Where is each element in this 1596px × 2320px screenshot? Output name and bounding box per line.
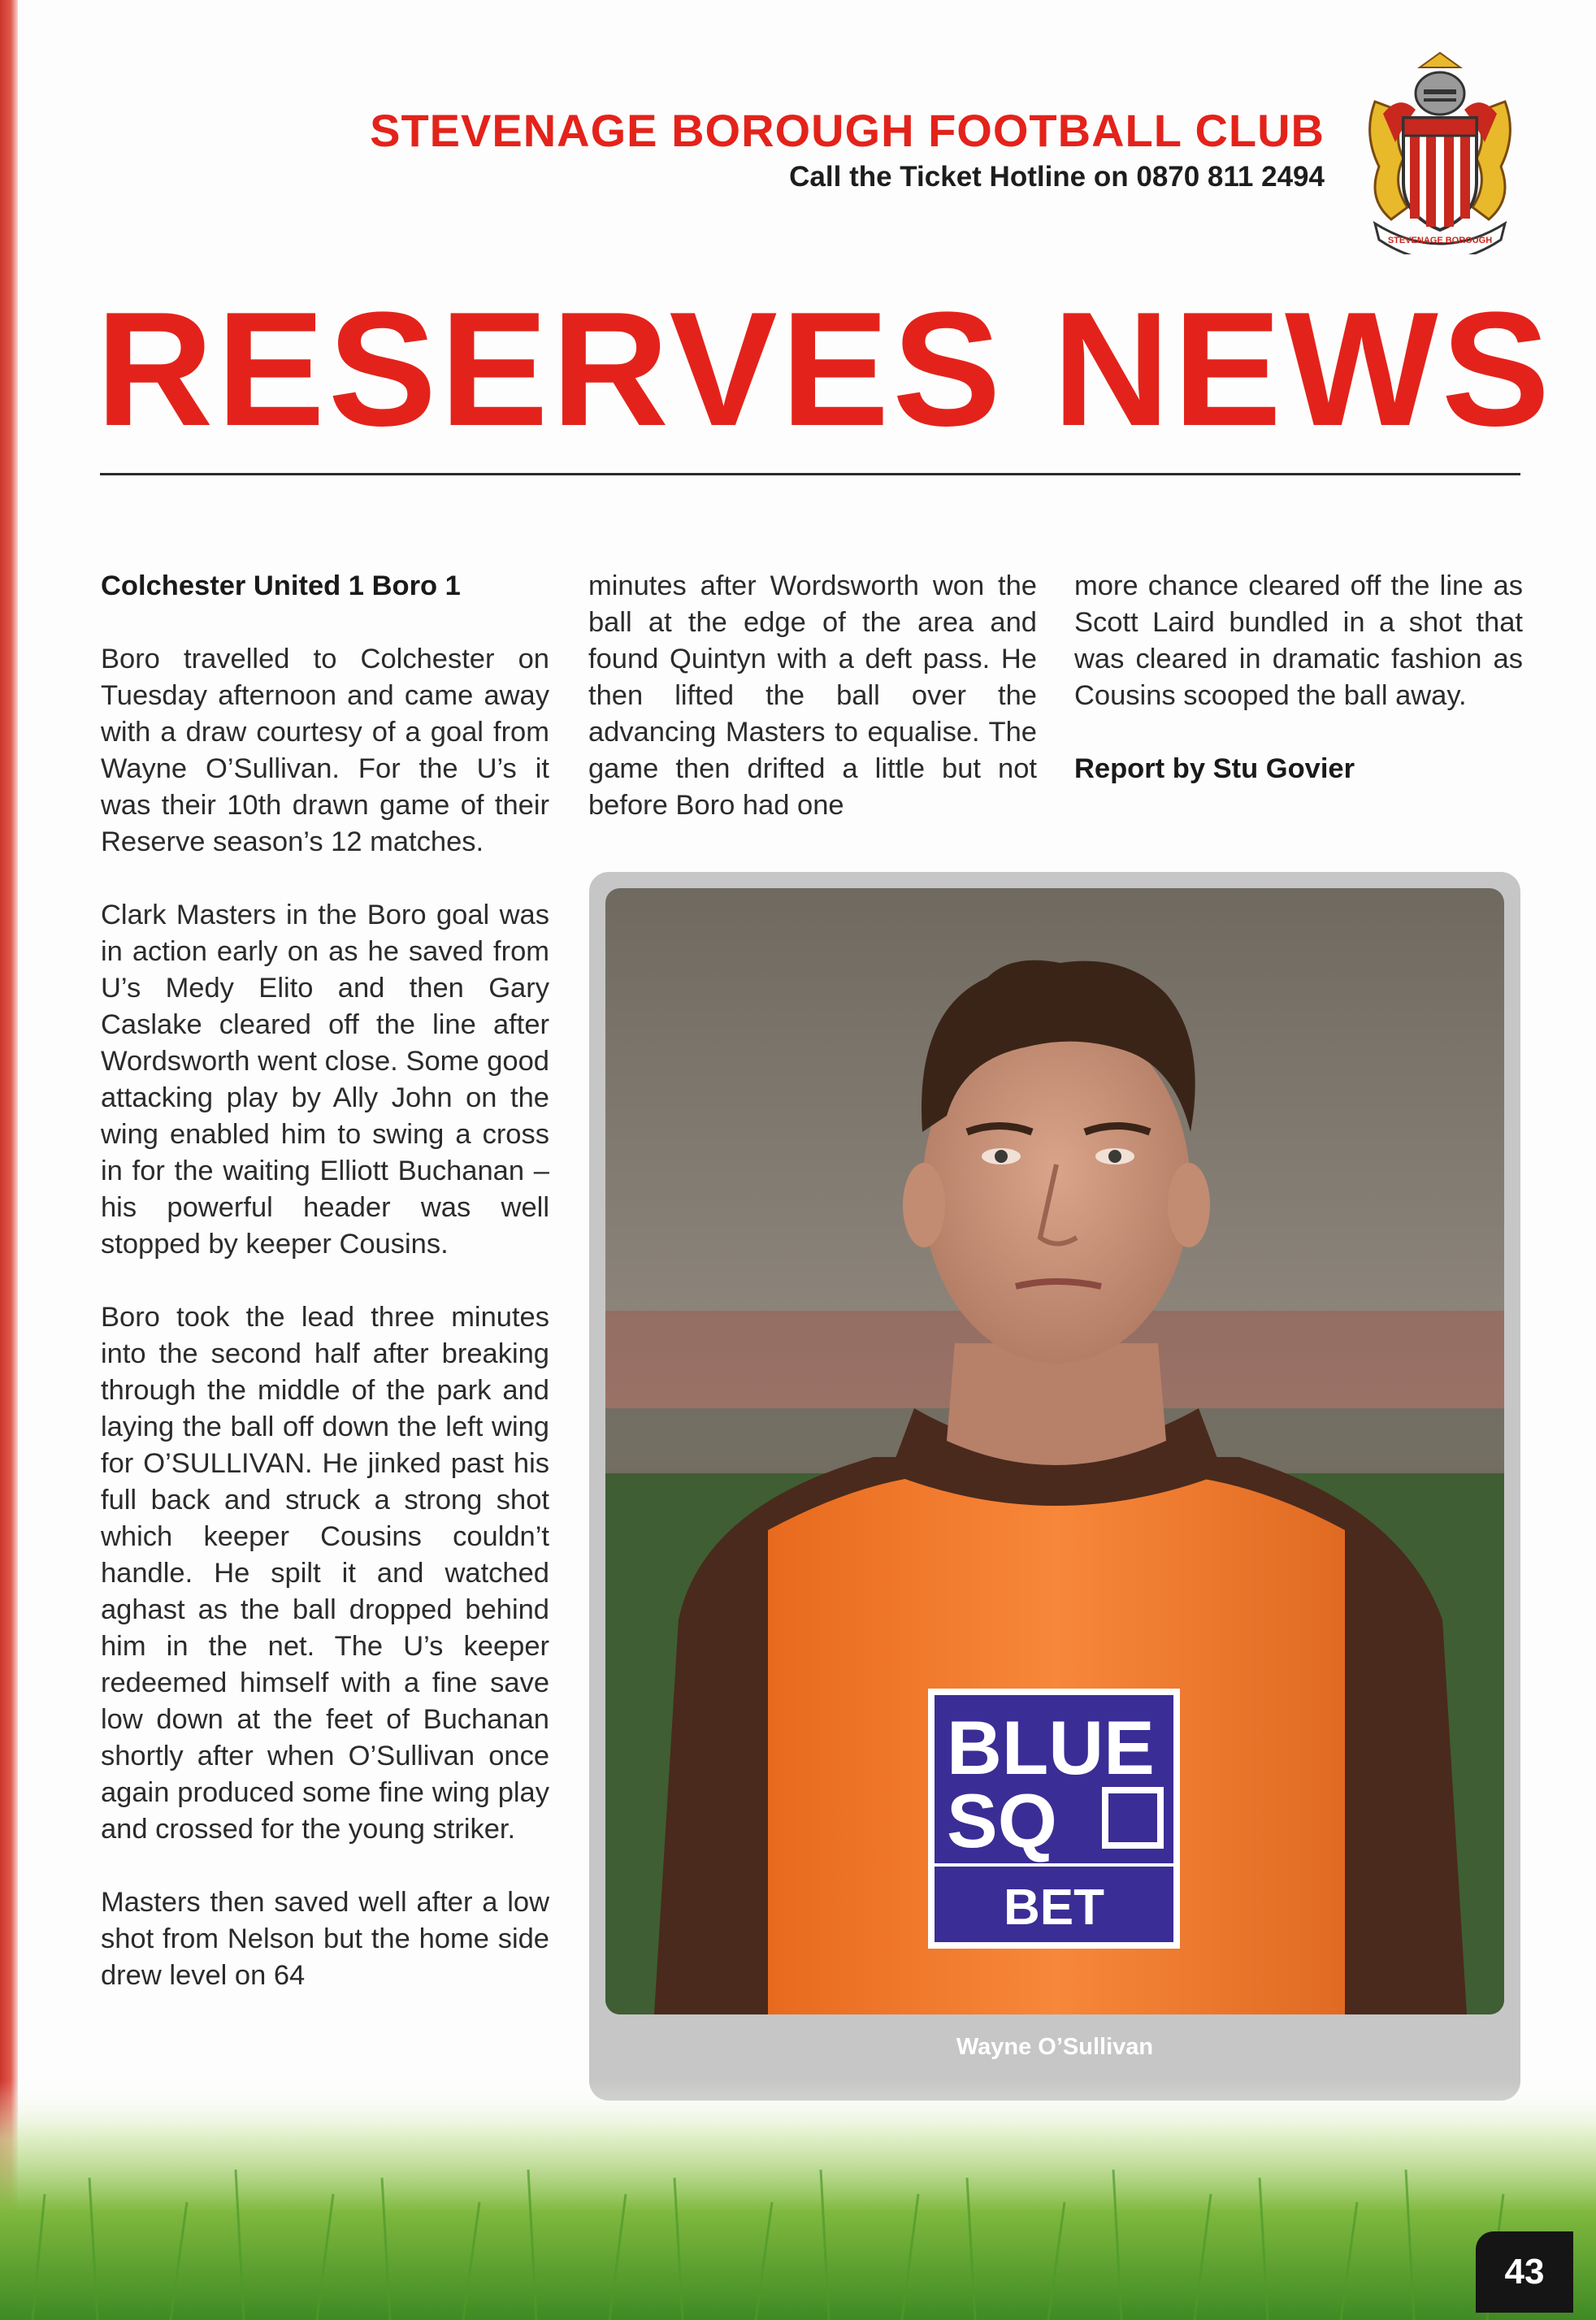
- article-paragraph: minutes after Wordsworth won the ball at the edge of the area and found Quintyn with a deft pass. He then lifted the ball over the advancing Masters to equalise. The game then drifted a little but not before Boro had one: [588, 570, 1037, 821]
- match-subheading: Colchester United 1 Boro 1: [101, 570, 461, 601]
- article-paragraph: Masters then saved well after a low shot from Nelson but the home side drew level on 64: [101, 1887, 549, 1991]
- page-spine: [0, 0, 18, 2320]
- club-crest: [1359, 45, 1521, 254]
- crest-motto: STEVENAGE BOROUGH: [1387, 236, 1493, 245]
- sponsor-text-bet: BET: [1004, 1880, 1104, 1936]
- grass-footer: [0, 2080, 1596, 2320]
- article-paragraph: Clark Masters in the Boro goal was in action early on as he saved from U’s Medy Elito and then Gary Caslake cleared off the line after Wordsworth went close. Some good attacking play by Ally John on the wing enabled him to swing a cross in for the waiting Elliott Buchanan – his powerful header was well stopped by keeper Cousins.: [101, 900, 549, 1260]
- photo-caption: Wayne O’Sullivan: [956, 2034, 1154, 2060]
- article-column-1: [101, 568, 549, 2031]
- article-column-2: [588, 568, 1037, 861]
- article-paragraph: Boro travelled to Colchester on Tuesday afternoon and came away with a draw courtesy of a goal from Wayne O’Sullivan. For the U’s it was their 10th drawn game of their Reserve season’s 12 matches.: [101, 644, 549, 857]
- article-paragraph: Boro took the lead three minutes into the second half after breaking through the middle of the park and laying the ball off down the left wing for O’SULLIVAN. He jinked past his full back and struck a strong shot which keeper Cousins couldn’t handle. He spilt it and watched aghast as the ball dropped behind him in the net. The U’s keeper redeemed himself with a fine save low down at the feet of Buchanan shortly after when O’Sullivan once again produced some fine wing play and crossed for the young striker.: [101, 1302, 549, 1845]
- article-paragraph: more chance cleared off the line as Scott Laird bundled in a shot that was cleared in dramatic fashion as Cousins scooped the ball away.: [1074, 570, 1523, 711]
- ticket-hotline: Call the Ticket Hotline on 0870 811 2494: [789, 161, 1325, 193]
- article-column-3: [1074, 568, 1523, 824]
- club-name: STEVENAGE BOROUGH FOOTBALL CLUB: [370, 105, 1325, 156]
- sponsor-text-sq: SQ: [947, 1778, 1057, 1863]
- player-photo: [605, 888, 1504, 2014]
- sponsor-text-blue: BLUE: [947, 1705, 1155, 1790]
- player-photo-frame: [589, 872, 1520, 2101]
- page-headline: RESERVES NEWS: [96, 279, 1554, 460]
- report-byline: Report by Stu Govier: [1074, 753, 1355, 784]
- page-number: 43: [1476, 2231, 1573, 2313]
- headline-rule: [100, 473, 1520, 475]
